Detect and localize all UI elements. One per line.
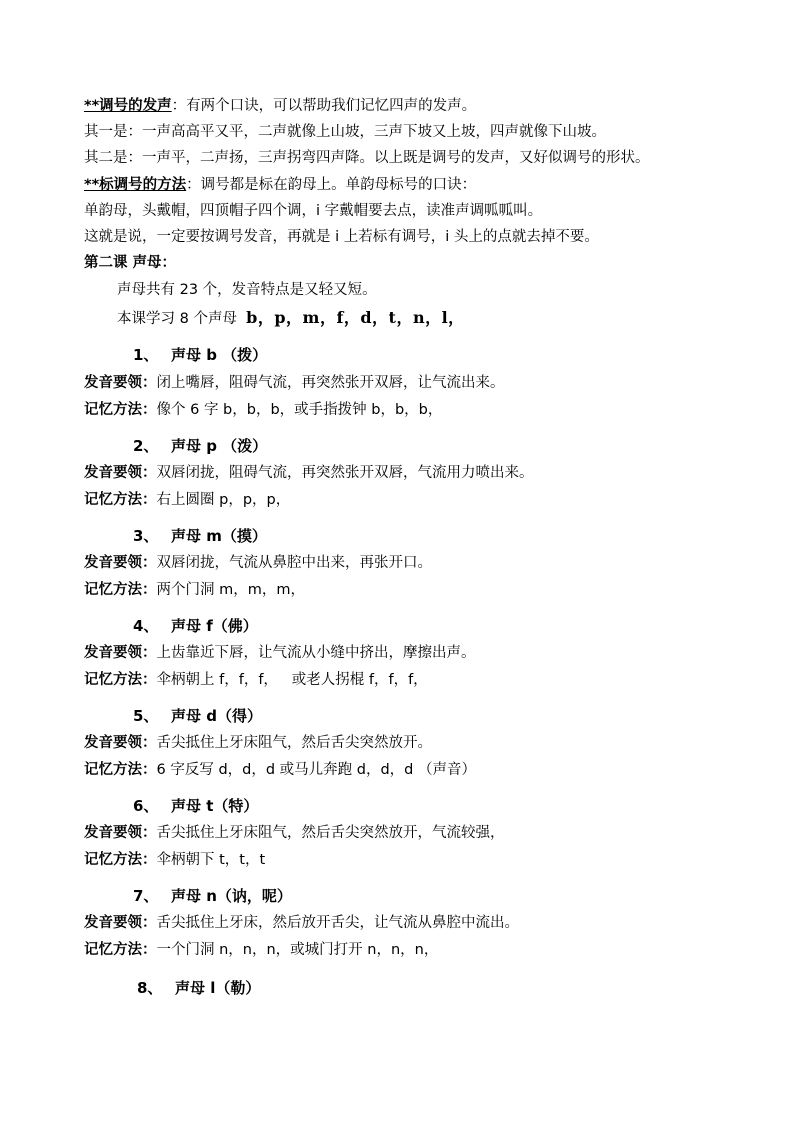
pron-text: 舌尖抵住上牙床阻气，然后舌尖突然放开，气流较强， xyxy=(156,825,505,841)
initial-number: 7、 xyxy=(133,887,159,905)
pron-label: 发音要领： xyxy=(84,915,157,931)
study-prefix: 本课学习 8 个声母 xyxy=(117,311,237,327)
rhyme-two: 其二是：一声平，二声扬，三声拐弯四声降。以上既是调号的发声，又好似调号的形状。 xyxy=(84,150,650,166)
memo-line-t xyxy=(84,850,265,870)
initial-number: 5、 xyxy=(133,707,159,725)
pron-line-n xyxy=(84,913,519,933)
memo-line-b xyxy=(84,400,442,420)
initial-title: 声母 m（摸） xyxy=(171,527,267,545)
initial-title: 声母 p （泼） xyxy=(171,437,268,455)
memo-text: 两个门洞 m，m，m， xyxy=(156,582,305,598)
pron-line-d xyxy=(84,733,432,753)
tone-sound-line xyxy=(84,96,476,116)
pron-text: 闭上嘴唇，阻碍气流，再突然张开双唇，让气流出来。 xyxy=(156,375,505,391)
initial-heading-b xyxy=(133,345,267,365)
initial-number: 1、 xyxy=(133,346,159,364)
mark-method-line xyxy=(84,175,476,195)
initial-heading-d xyxy=(133,706,262,726)
initial-title: 声母 l（勒） xyxy=(175,979,261,997)
memo-text: 像个 6 字 b，b，b，或手指拨钟 b，b，b， xyxy=(156,402,443,418)
pron-text: 舌尖抵住上牙床阻气，然后舌尖突然放开。 xyxy=(156,735,432,751)
pron-label: 发音要领： xyxy=(84,465,157,481)
memo-text: 右上圆圈 p，p，p， xyxy=(156,492,291,508)
initial-heading-l xyxy=(137,978,260,998)
pron-text: 双唇闭拢，阻碍气流，再突然张开双唇，气流用力喷出来。 xyxy=(156,465,534,481)
initial-heading-p xyxy=(133,436,267,456)
memo-line-n xyxy=(84,940,438,960)
initial-title: 声母 n（讷，呢） xyxy=(171,887,292,905)
pron-text: 舌尖抵住上牙床，然后放开舌尖，让气流从鼻腔中流出。 xyxy=(156,915,519,931)
initial-title: 声母 t（特） xyxy=(171,797,259,815)
memo-line-d xyxy=(84,760,476,780)
initial-number: 3、 xyxy=(133,527,159,545)
initials-count-line: 声母共有 23 个，发音特点是又轻又短。 xyxy=(117,282,377,298)
mark-explain: 这就是说，一定要按调号发音，再就是 i 上若标有调号，i 头上的点就去掉不要。 xyxy=(84,229,599,245)
rhyme-one: 其一是：一声高高平又平，二声就像上山坡，三声下坡又上坡，四声就像下山坡。 xyxy=(84,124,606,140)
initial-heading-t xyxy=(133,796,258,816)
pron-label: 发音要领： xyxy=(84,375,157,391)
pron-text: 双唇闭拢，气流从鼻腔中出来，再张开口。 xyxy=(156,555,432,571)
pron-label: 发音要领： xyxy=(84,825,157,841)
memo-label: 记忆方法： xyxy=(84,942,157,958)
memo-line-m xyxy=(84,580,305,600)
memo-label: 记忆方法： xyxy=(84,492,157,508)
lesson-title: 第二课 声母： xyxy=(84,255,177,271)
tone-sound-text: ：有两个口诀，可以帮助我们记忆四声的发声。 xyxy=(171,98,477,114)
memo-text: 伞柄朝上 f，f，f， 或老人拐棍 f，f，f， xyxy=(156,672,428,688)
memo-label: 记忆方法： xyxy=(84,672,157,688)
pron-line-m xyxy=(84,553,432,573)
mark-method-text: ：调号都是标在韵母上。单韵母标号的口诀： xyxy=(186,177,477,193)
memo-line-f xyxy=(84,670,428,690)
initial-heading-n xyxy=(133,886,292,906)
memo-text: 6 字反写 d，d，d 或马儿奔跑 d，d，d （声音） xyxy=(156,762,476,778)
pron-label: 发音要领： xyxy=(84,555,157,571)
initial-title: 声母 b （拨） xyxy=(171,346,268,364)
initial-title: 声母 f（佛） xyxy=(171,617,258,635)
pron-line-t xyxy=(84,823,505,843)
initial-heading-m xyxy=(133,526,267,546)
memo-label: 记忆方法： xyxy=(84,852,157,868)
pron-label: 发音要领： xyxy=(84,645,157,661)
initial-number: 8、 xyxy=(137,979,163,997)
memo-text: 伞柄朝下 t，t，t xyxy=(156,852,266,868)
memo-label: 记忆方法： xyxy=(84,762,157,778)
pron-line-f xyxy=(84,643,476,663)
pron-text: 上齿靠近下唇，让气流从小缝中挤出，摩擦出声。 xyxy=(156,645,476,661)
memo-label: 记忆方法： xyxy=(84,402,157,418)
pron-line-b xyxy=(84,373,505,393)
tone-sound-label: **调号的发声 xyxy=(84,98,172,114)
initial-heading-f xyxy=(133,616,258,636)
initial-number: 2、 xyxy=(133,437,159,455)
pron-line-p xyxy=(84,463,534,483)
memo-label: 记忆方法： xyxy=(84,582,157,598)
initial-number: 4、 xyxy=(133,617,159,635)
memo-text: 一个门洞 n，n，n，或城门打开 n，n，n， xyxy=(156,942,439,958)
study-letters: b，p，m，f，d，t，n，l， xyxy=(246,308,465,327)
mark-rhyme: 单韵母，头戴帽，四顶帽子四个调，i 字戴帽要去点，读准声调呱呱叫。 xyxy=(84,203,543,219)
initial-title: 声母 d（得） xyxy=(171,707,262,725)
initial-number: 6、 xyxy=(133,797,159,815)
study-line xyxy=(117,308,465,329)
memo-line-p xyxy=(84,490,290,510)
mark-method-label: **标调号的方法 xyxy=(84,177,187,193)
pron-label: 发音要领： xyxy=(84,735,157,751)
